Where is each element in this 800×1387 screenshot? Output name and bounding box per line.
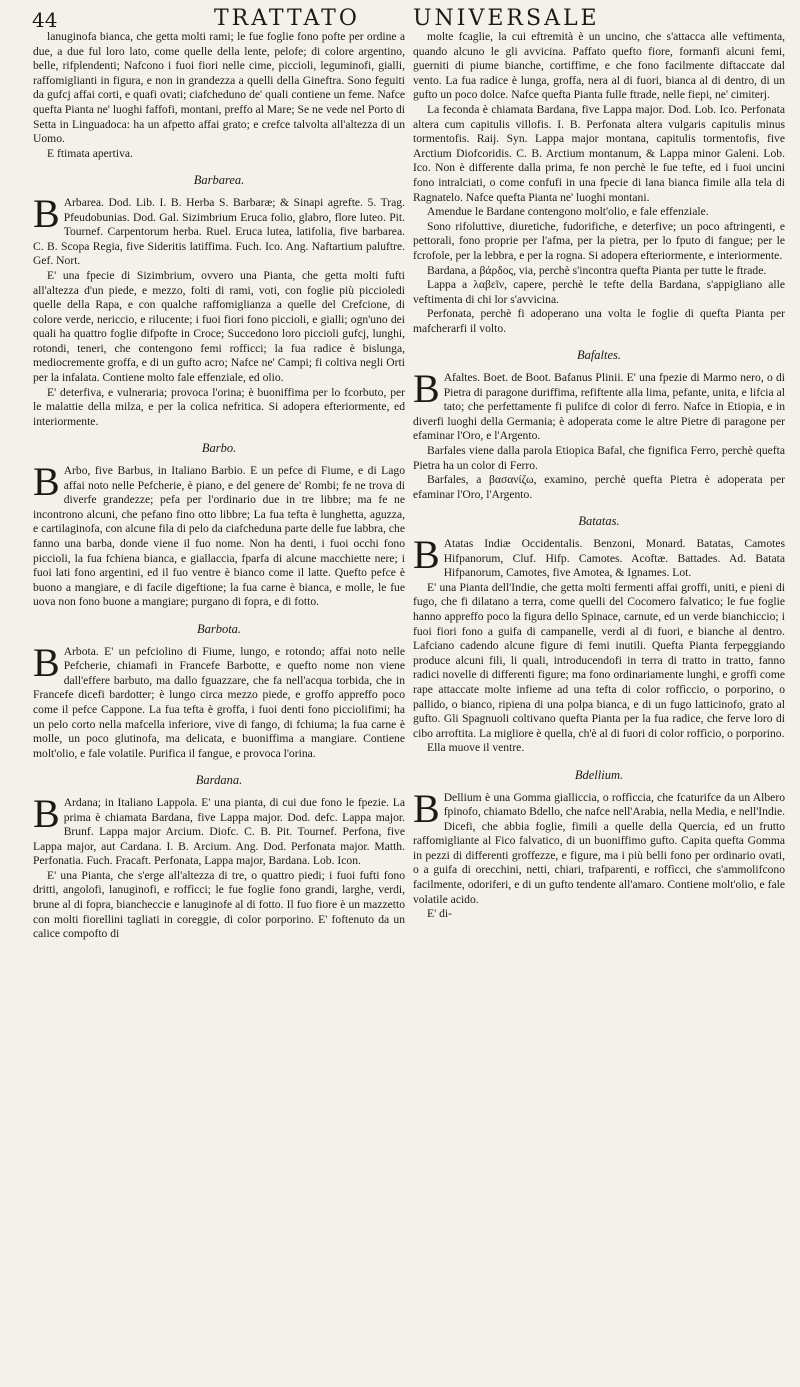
paragraph: E' una fpecie di Sizimbrium, ovvero una Pianta, che getta molti fufti all'altezza d'un piede, e mezzo, folti di rami, voti, con foglie più piccioledi quelle della Rapa, e con qualche raffomiglianza a quelle del Crefcione, di colore verde, nericcio, e rilucente; i fuoi fiori fono piccioli, e gialli; ogn'uno dei quali ha quattro foglie difpofte in Croce; Succedono loro piccioli gufcj, lunghi, rotondi, teneri, che contengono femi rofficci; la fua radice è bislunga, mediocremente groffa, e di un gufto acro; Nafce ne' Campi; fi coltiva negli Orti per la infalata. Contiene molto fale effenziale, ed olio.: [33, 268, 405, 385]
paragraph: B Ardana; in Italiano Lappola. E' una pianta, di cui due fono le fpezie. La prima è chiamata Bardana, five Lappa major. Dod. defc. Lappa major. Brunf. Lappa major Arcium. Diofc. C. B. Pit. Tournef. Perfona, five Lappa major, aut Cardana. I. B. Arcium. Ang. Dod. Perfonata major. Matth. Perfonatia. Fuch. Fracaft. Perfonata, Lappa major, Bardana. Lob. Icon.: [33, 790, 405, 868]
paragraph: Bardana, a βάρδος, via, perchè s'incontra quefta Pianta per tutte le ftrade.: [427, 263, 767, 277]
paragraph: E' deterfiva, e vulneraria; provoca l'orina; è buoniffima per lo fcorbuto, per le malattie della milza, e per la colica nefritica. Si adopera efteriormente, ed interiormente.: [33, 385, 405, 428]
drop-cap: B: [413, 366, 440, 412]
running-head-right: UNIVERSALE: [413, 6, 600, 31]
entry-heading: Barbarea.: [193, 173, 245, 188]
entry-heading: Barbota.: [196, 621, 242, 636]
entry-heading: Barbo.: [201, 441, 237, 456]
drop-cap: B: [33, 190, 60, 236]
drop-cap: B: [413, 532, 440, 577]
paragraph: Perfonata, perchè fi adoperano una volta le foglie di quefta Pianta per mafcherarfi il volto.: [413, 307, 785, 335]
paragraph: lanuginofa bianca, che getta molti rami; le fue foglie fono pofte per ordine a due, a due ful loro lato, come quelle della lente, pelofe; di colore argentino, belle, rifplendenti; Nafcono i fuoi fiori nelle cime, piccioli, leguminofi, gialli, raffomiglianti in figura, e non in grandezza a quelli della Gineftra. Sono feguiti da gufcj affai corti, e quafi ovati; ciafcheduno de' quali contiene un feme. Nafce quefta Pianta ne' luoghi faffofi, montani, preffo al Mare; Se ne vede nel Porto di Setta in Linguadoca: ha un afpetto affai grato; e crefce talvolta all'altezza di un Uomo.: [33, 30, 405, 146]
drop-cap: B: [413, 785, 440, 831]
paragraph: Sono rifoluttive, diuretiche, fudorifiche, e deterfive; un poco aftringenti, e pettorali, fono proprie per l'afma, per la pietra, per lo fputo di fangue; per le fcrofole, per la lebbra, e per la rogna. Si adopera efteriormente, e interiormente.: [413, 219, 785, 262]
paragraph: E' una Pianta, che s'erge all'altezza di tre, o quattro piedi; i fuoi fufti fono dritti, angolofi, lanuginofi, e roffìcci; le fue foglie fono grandi, larghe, verdi, brune al di fopra, biancheccie e lanuginofe al di fotto. Il fuo fiore è un mazzetto con molti fiorellini tagliati in coreggie, di color porporino. E' foftenuto da un calice compofto di: [33, 868, 405, 941]
paragraph: B Arbota. E' un pefciolino di Fiume, lungo, e rotondo; affai noto nelle Pefcherie, chiamafi in Francefe Barbotte, e quefto nome non viene dall'effere barbuto, ma dallo fguazzare, che fa nell'acqua torbida, che in Francefe dicefi bardotter; è lungo circa mezzo piede, e groffo appreffo poco come il pefce Cappone. La fua tefta è groffa, i fuoi denti fono picciolifimi; ha un pelo corto nella mafcella inferiore, vive di fango, di fchiuma; la fua carne è molle, un poco glutinofa, ma delicata, e buoniffima a mangiare. Contiene molt'olio, e fale volatile. Purifica il fangue, e provoca l'orina.: [33, 639, 405, 760]
drop-cap: B: [33, 459, 60, 505]
running-head-left: TRATTATO: [214, 6, 360, 31]
entry-heading: Bdellium.: [574, 767, 624, 782]
left-column: [33, 30, 405, 942]
paragraph: Amendue le Bardane contengono molt'olio, e fale effenziale.: [427, 205, 709, 219]
drop-cap: B: [33, 639, 60, 685]
paragraph: Lappa a λαβεῖν, capere, perchè le tefte della Bardana, s'appigliano alle veftimenta di chi lor s'avvicina.: [413, 278, 785, 306]
right-column: [413, 30, 785, 922]
paragraph: B Arbarea. Dod. Lib. I. B. Herba S. Barbaræ; & Sinapi agrefte. 5. Trag. Pfeudobunias. Dod. Gal. Sizimbrium Eruca folio, glabro, flore luteo. Pit. Tournef. Carpentorum herba. Ruel. Eruca lutea, latifolia, five barbarea. C. B. Scopa Regia, five Sideritis latiffima. Fuch. Ico. Ang. Naftartium paluftre. Gef. Nort.: [33, 190, 405, 268]
paragraph: E' una Pianta dell'Indie, che getta molti fermenti affai groffi, uniti, e pieni di fugo, che fi dilatano a terra, come quelli del Cocomero falvatico; le fue foglie hanno appreffo poco la figura dello Spinace, carnute, ed un verde bianchiccio; i fuoi fiori fono a guifa di campanelle, verdi al di fuori, e bianche al dentro. Lafciano cadendo alcune figure di femi inutili. Quefta Pianta ferpeggiando produce alcuni fili, li quali, introducendofi in terra di tratto in tratto, fanno radici novelle di differenti figure; ma fono ordinariamente lunghi, e groffi come rape attaccate molte infieme ad una tefta di color roffìccio, o porporino, o pallido, o bianco, ripiena di una polpa bianca, e di un fugo latticinofo, grato al gufto. Gli Spagnuoli coltivano quefta Pianta per la fua radice, che ferve loro di cibo arroftita. La migliore è quella, ch'è al di fuori di color roffìcio, o porporino.: [413, 580, 785, 740]
paragraph: Barfales, a βασανίζω, examino, perchè quefta Pietra è adoperata per efaminar l'Oro, l'Argento.: [413, 473, 785, 501]
paragraph: B Arbo, five Barbus, in Italiano Barbio. E un pefce di Fiume, e di Lago affai noto nelle Pefcherie, è piano, e del genere de' Rombi; fe ne trova di diverfe grandezze; pefa per l'ordinario due in tre libbre; ma fe ne incontrono alcuni, che pefano fino otto libbre; La fua tefta è lunghetta, aguzza, e cartilaginofa, con alcune fila di pelo da ciafcheduna parte delle fue labbra, che fanno una barba, donde viene il fuo nome. Non ha denti, i fuoi occhi fono piccioli, la fua fchiena bianca, e giallaccia, fparfa di alcune macchiette nere; i fuoi lati fono argentini, ed il fuo ventre è bianco come il latte. Quefto pefce è buono a mangiare, e di facile digeftione; la fua carne è bianca, e molle, le fue uova non fono buone a mangiare; purgano di fopra, e di fotto.: [33, 459, 405, 609]
paragraph: E ftimata apertiva.: [47, 146, 133, 160]
paragraph: E' di-: [427, 907, 452, 921]
paragraph: B Dellium è una Gomma gialliccia, o roffìccia, che fcaturifce da un Albero fpinofo, chiamato Bdello, che nafce nell'Arabia, nella Media, e nell'Indie. Dicefi, che abbia foglie, fimili a quelle della Quercia, ed un frutto raffomigliante al Fico falvatico, di un buoniffimo gufto. Capita quefta Gomma in pezzi di differenti groffezze, e figure, ma i più belli fono per ordinario ovati, o a guifa di orecchini, netti, chiari, trafparenti, e roffìcci, che s'ammolifcono facilmente, odoriferi, e di un gufto tendente all'amaro. Contiene molt'olio, e fale volatile acido.: [413, 785, 785, 906]
paragraph: La feconda è chiamata Bardana, five Lappa major. Dod. Lob. Ico. Perfonata altera cum capitulis villofis. I. B. Perfonata altera vulgaris capitulis minus tormentofis. Raij. Syn. Lappa major montana, capitulis tormentofis, five Arctium Diofcoridis. C. B. Arctium montanum, & Lappa minor Galeni. Lob. Ico. Non è differente dalla prima, fe non perchè le fue tefte, ed i fuoi uncini fono intralciati, o come confufi in una fpecie di lana bianca fimile alla tela di Ragnatelo. Nafce quefta Pianta ne' luoghi montani.: [413, 102, 785, 204]
page-number: 44: [32, 8, 58, 32]
entry-heading: Bafaltes.: [576, 348, 622, 363]
entry-heading: Batatas.: [578, 514, 620, 529]
entry-heading: Bardana.: [195, 773, 243, 788]
paragraph: Barfales viene dalla parola Etiopica Bafal, che fignifica Ferro, perchè quefta Pietra ha un color di Ferro.: [413, 444, 785, 472]
paragraph: B Afaltes. Boet. de Boot. Bafanus Plinii. E' una fpezie di Marmo nero, o di Pietra di paragone duriffima, refiftente alla lima, pefante, unita, e lifcia al tato; che perfettamente fi pulifce di color di ferro. Nafce in Etiopia, e in diverfi luoghi della Germania; è adoperata come le altre Pietre di paragone per efaminar l'Oro, e l'Argento.: [413, 366, 785, 443]
paragraph: Ella muove il ventre.: [427, 741, 525, 755]
paragraph: B Atatas Indiæ Occidentalis. Benzoni, Monard. Batatas, Camotes Hifpanorum, Cluf. Hifp. Camotes. Acoftæ. Battades. Ad. Batata Hifpanorum, Camotes, five Amotea, & Ignames. Lot.: [413, 532, 785, 580]
drop-cap: B: [33, 790, 60, 836]
paragraph: molte fcaglie, la cui eftremità è un uncino, che s'attacca alle veftimenta, quando alcuno le gli avvicina. Paffato quefto fiore, formanfi alcuni femi, guerniti di piume bianche, cortiffime, e che fono facilmente diftaccate dal vento. La fua radice è lunga, groffa, nera al di fuori, bianca al di dentro, di un gufto un poco dolce. Nafce quefta Pianta fulle ftrade, nelle fiepi, ne' cimiterj.: [413, 30, 785, 102]
